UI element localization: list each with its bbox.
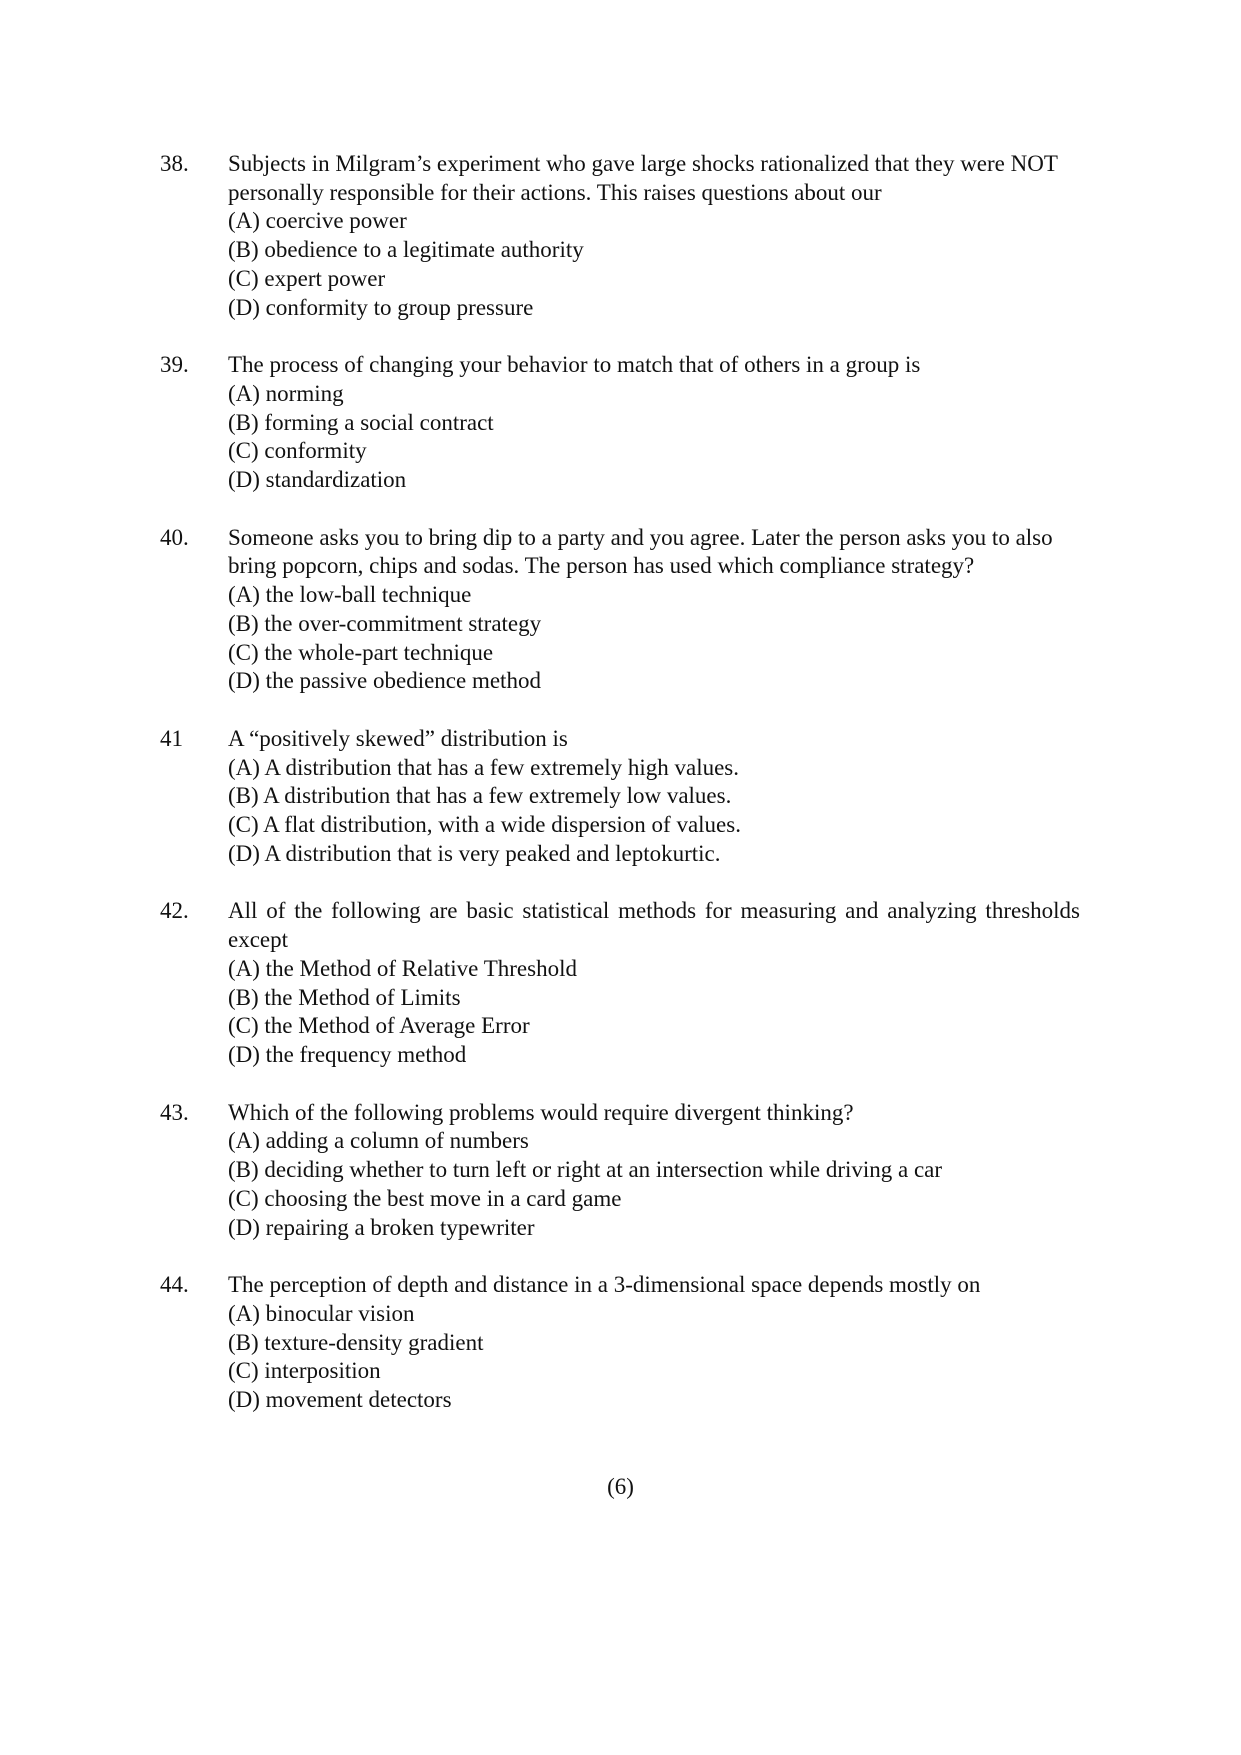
option-d[interactable]: (D) movement detectors	[228, 1387, 452, 1413]
option-c[interactable]: (C) the Method of Average Error	[228, 1013, 530, 1039]
option-c[interactable]: (C) expert power	[228, 265, 386, 291]
question-number: 44.	[160, 1272, 189, 1298]
option-d[interactable]: (D) A distribution that is very peaked and leptokurtic.	[228, 840, 721, 866]
question-body	[228, 897, 1080, 1069]
question-body	[228, 524, 1080, 696]
option-c[interactable]: (C) choosing the best move in a card game	[228, 1185, 622, 1211]
option-b[interactable]: (B) texture-density gradient	[228, 1329, 484, 1355]
question-stem: Which of the following problems would require divergent thinking?	[228, 1099, 854, 1125]
option-a[interactable]: (A) A distribution that has a few extremely high values.	[228, 754, 739, 780]
option-a[interactable]: (A) the low-ball technique	[228, 582, 472, 608]
option-b[interactable]: (B) deciding whether to turn left or right at an intersection while driving a car	[228, 1157, 943, 1183]
question-number: 43.	[160, 1099, 189, 1125]
option-a[interactable]: (A) coercive power	[228, 208, 407, 234]
question-body	[228, 725, 1080, 869]
option-b[interactable]: (B) A distribution that has a few extremely low values.	[228, 783, 732, 809]
option-b[interactable]: (B) the Method of Limits	[228, 984, 461, 1010]
question-44	[160, 1271, 1080, 1415]
option-list	[228, 581, 1080, 696]
option-list	[228, 955, 1080, 1070]
question-body	[228, 1271, 1080, 1415]
question-number: 42.	[160, 898, 189, 924]
option-list	[228, 380, 1080, 495]
option-d[interactable]: (D) conformity to group pressure	[228, 294, 534, 320]
question-list	[160, 150, 1080, 1444]
question-stem: Subjects in Milgram’s experiment who gave large shocks rationalized that they were NOT personally responsible for their actions. This raises questions about our	[228, 151, 1058, 205]
option-a[interactable]: (A) norming	[228, 380, 344, 406]
question-number: 41	[160, 725, 183, 751]
option-list	[228, 207, 1080, 322]
question-body	[228, 150, 1080, 322]
question-stem: The process of changing your behavior to match that of others in a group is	[228, 352, 921, 378]
question-number: 39.	[160, 352, 189, 378]
question-38	[160, 150, 1080, 322]
question-stem: Someone asks you to bring dip to a party and you agree. Later the person asks you to also bring popcorn, chips and sodas. The person has used which compliance strategy?	[228, 524, 1053, 579]
question-body	[228, 1099, 1080, 1243]
option-list	[228, 1300, 1080, 1415]
option-c[interactable]: (C) interposition	[228, 1358, 381, 1384]
option-d[interactable]: (D) the frequency method	[228, 1041, 467, 1067]
option-b[interactable]: (B) the over-commitment strategy	[228, 610, 542, 636]
option-d[interactable]: (D) standardization	[228, 467, 407, 493]
question-39	[160, 351, 1080, 495]
option-a[interactable]: (A) the Method of Relative Threshold	[228, 955, 577, 981]
option-list	[228, 1127, 1080, 1242]
question-body	[228, 351, 1080, 495]
option-b[interactable]: (B) obedience to a legitimate authority	[228, 237, 584, 263]
option-c[interactable]: (C) conformity	[228, 438, 367, 464]
option-a[interactable]: (A) adding a column of numbers	[228, 1128, 529, 1154]
question-41	[160, 725, 1080, 869]
option-c[interactable]: (C) the whole-part technique	[228, 639, 494, 665]
option-b[interactable]: (B) forming a social contract	[228, 409, 494, 435]
question-stem: All of the following are basic statistical methods for measuring and analyzing thresholds except	[228, 898, 1080, 953]
question-stem: The perception of depth and distance in a 3-dimensional space depends mostly on	[228, 1272, 981, 1298]
option-d[interactable]: (D) the passive obedience method	[228, 668, 541, 694]
question-stem: A “positively skewed” distribution is	[228, 725, 568, 751]
option-list	[228, 754, 1080, 869]
question-40	[160, 524, 1080, 696]
question-number: 40.	[160, 524, 189, 550]
option-d[interactable]: (D) repairing a broken typewriter	[228, 1214, 535, 1240]
question-43	[160, 1099, 1080, 1243]
question-number: 38.	[160, 151, 189, 176]
option-a[interactable]: (A) binocular vision	[228, 1300, 415, 1326]
question-42	[160, 897, 1080, 1069]
option-c[interactable]: (C) A flat distribution, with a wide dispersion of values.	[228, 812, 741, 838]
page-number: (6)	[607, 1474, 634, 1499]
